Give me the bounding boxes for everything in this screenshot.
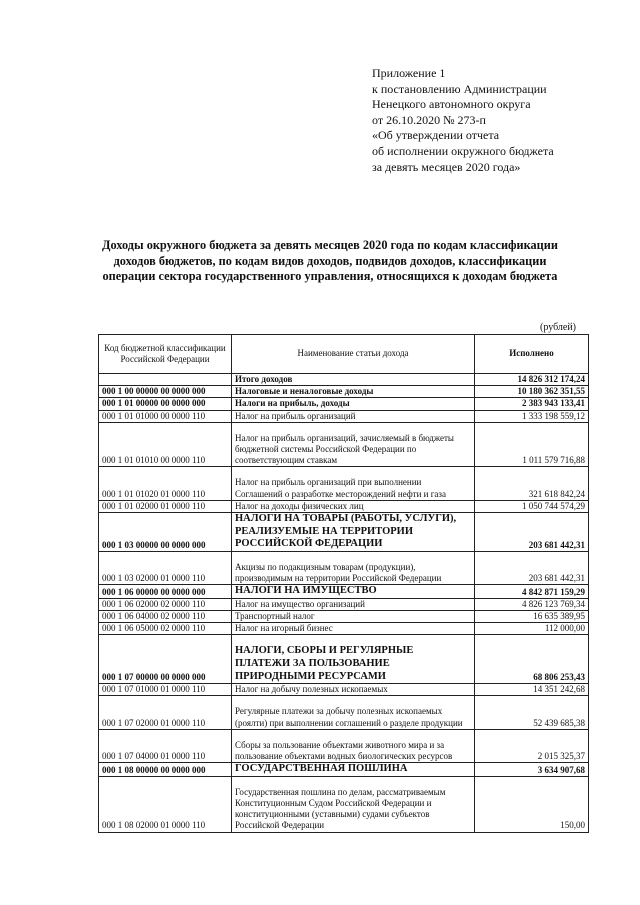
appendix-line: об исполнении окружного бюджета [372,143,554,158]
revenue-table [98,334,589,833]
row-code: 000 1 01 01010 00 0000 110 [99,422,232,467]
appendix-line: к постановлению Администрации [372,81,547,96]
appendix-line: Приложение 1 [372,66,446,80]
row-code: 000 1 08 02000 01 0000 110 [99,776,232,832]
row-code: 000 1 01 01020 01 0000 110 [99,467,232,500]
row-value: 2 015 325,37 [475,729,589,762]
table-row [99,398,589,410]
row-name: НАЛОГИ, СБОРЫ И РЕГУЛЯРНЫЕ ПЛАТЕЖИ ЗА ПОЛЬЗОВАНИЕ ПРИРОДНЫМИ РЕСУРСАМИ [232,635,475,684]
row-name: Налог на добычу полезных ископаемых [232,684,475,696]
table-row [99,467,589,500]
table-row [99,763,589,777]
row-value: 3 634 907,68 [475,763,589,777]
appendix-line: Ненецкого автономного округа [372,97,531,112]
row-code: 000 1 07 02000 01 0000 110 [99,696,232,729]
table-row [99,410,589,422]
row-value: 4 842 871 159,29 [475,585,589,599]
row-value: 1 011 579 716,88 [475,422,589,467]
table-row [99,635,589,684]
row-name: Итого доходов [232,374,475,386]
row-value: 321 618 842,24 [475,467,589,500]
table-row [99,684,589,696]
row-value: 150,00 [475,776,589,832]
row-value: 14 351 242,68 [475,684,589,696]
row-name: Регулярные платежи за добычу полезных ископаемых (роялти) при выполнении соглашений о разделе продукции [232,696,475,729]
title-line: Доходы окружного бюджета за девять месяцев 2020 года по кодам классификации [102,238,558,252]
row-code [99,374,232,386]
title-line: доходов бюджетов, по кодам видов доходов, подвидов доходов, классификации [113,253,547,268]
document-title [60,238,600,285]
row-name: Налог на доходы физических лиц [232,500,475,512]
header-value: Исполнено [475,335,589,374]
row-code: 000 1 03 02000 01 0000 110 [99,551,232,584]
row-name: Налог на имущество организаций [232,598,475,610]
row-name: ГОСУДАРСТВЕННАЯ ПОШЛИНА [232,763,475,777]
row-value: 2 383 943 133,41 [475,398,589,410]
row-value: 1 050 744 574,29 [475,500,589,512]
table-row [99,422,589,467]
header-name: Наименование статьи дохода [232,335,475,374]
row-value: 1 333 198 559,12 [475,410,589,422]
row-code: 000 1 07 00000 00 0000 000 [99,635,232,684]
table-row [99,374,589,386]
row-value: 16 635 389,95 [475,611,589,623]
row-value: 14 826 312 174,24 [475,374,589,386]
row-name: НАЛОГИ НА ИМУЩЕСТВО [232,585,475,599]
row-name: Налоги на прибыль, доходы [232,398,475,410]
table-row [99,513,589,552]
table-row [99,623,589,635]
row-code: 000 1 06 00000 00 0000 000 [99,585,232,599]
table-row [99,551,589,584]
row-value: 4 826 123 769,34 [475,598,589,610]
appendix-line: «Об утверждении отчета [372,128,500,143]
row-value: 68 806 253,43 [475,635,589,684]
appendix-line: от 26.10.2020 № 273-п [372,112,486,127]
appendix-line: за девять месяцев 2020 года» [372,159,521,174]
row-code: 000 1 01 01000 00 0000 110 [99,410,232,422]
row-name: Налог на прибыль организаций [232,410,475,422]
table-row [99,776,589,832]
row-name: НАЛОГИ НА ТОВАРЫ (РАБОТЫ, УСЛУГИ), РЕАЛИЗУЕМЫЕ НА ТЕРРИТОРИИ РОССИЙСКОЙ ФЕДЕРАЦИИ [232,513,475,552]
row-value: 112 000,00 [475,623,589,635]
table-row [99,611,589,623]
row-code: 000 1 00 00000 00 0000 000 [99,386,232,398]
table-header-row [99,335,589,374]
row-value: 203 681 442,31 [475,513,589,552]
header-code: Код бюджетной классификации Российской Федерации [99,335,232,374]
row-code: 000 1 01 00000 00 0000 000 [99,398,232,410]
row-value: 10 180 362 351,55 [475,386,589,398]
row-name: Акцизы по подакцизным товарам (продукции), производимым на территории Российской Федерации [232,551,475,584]
row-code: 000 1 06 04000 02 0000 110 [99,611,232,623]
row-name: Налоговые и неналоговые доходы [232,386,475,398]
table-row [99,386,589,398]
row-name: Сборы за пользование объектами животного мира и за пользование объектами водных биологических ресурсов [232,729,475,762]
row-code: 000 1 03 00000 00 0000 000 [99,513,232,552]
row-value: 52 439 685,38 [475,696,589,729]
row-code: 000 1 07 04000 01 0000 110 [99,729,232,762]
row-code: 000 1 06 05000 02 0000 110 [99,623,232,635]
row-code: 000 1 08 00000 00 0000 000 [99,763,232,777]
table-row [99,500,589,512]
row-code: 000 1 07 01000 01 0000 110 [99,684,232,696]
title-line: операции сектора государственного управления, относящихся к доходам бюджета [102,269,558,283]
row-name: Налог на прибыль организаций, зачисляемый в бюджеты бюджетной системы Российской Федерации по соответствующим ставкам [232,422,475,467]
row-name: Налог на игорный бизнес [232,623,475,635]
row-code: 000 1 06 02000 02 0000 110 [99,598,232,610]
table-row [99,598,589,610]
table-row [99,729,589,762]
row-value: 203 681 442,31 [475,551,589,584]
table-row [99,696,589,729]
row-name: Государственная пошлина по делам, рассматриваемым Конституционным Судом Российской Федерации и конституционными (уставными) судами субъектов Российской Федерации [232,776,475,832]
units-label: (рублей) [540,322,577,333]
appendix-block [372,66,622,175]
row-name: Налог на прибыль организаций при выполнении Соглашений о разработке месторождений нефти и газа [232,467,475,500]
row-name: Транспортный налог [232,611,475,623]
table-row [99,585,589,599]
row-code: 000 1 01 02000 01 0000 110 [99,500,232,512]
